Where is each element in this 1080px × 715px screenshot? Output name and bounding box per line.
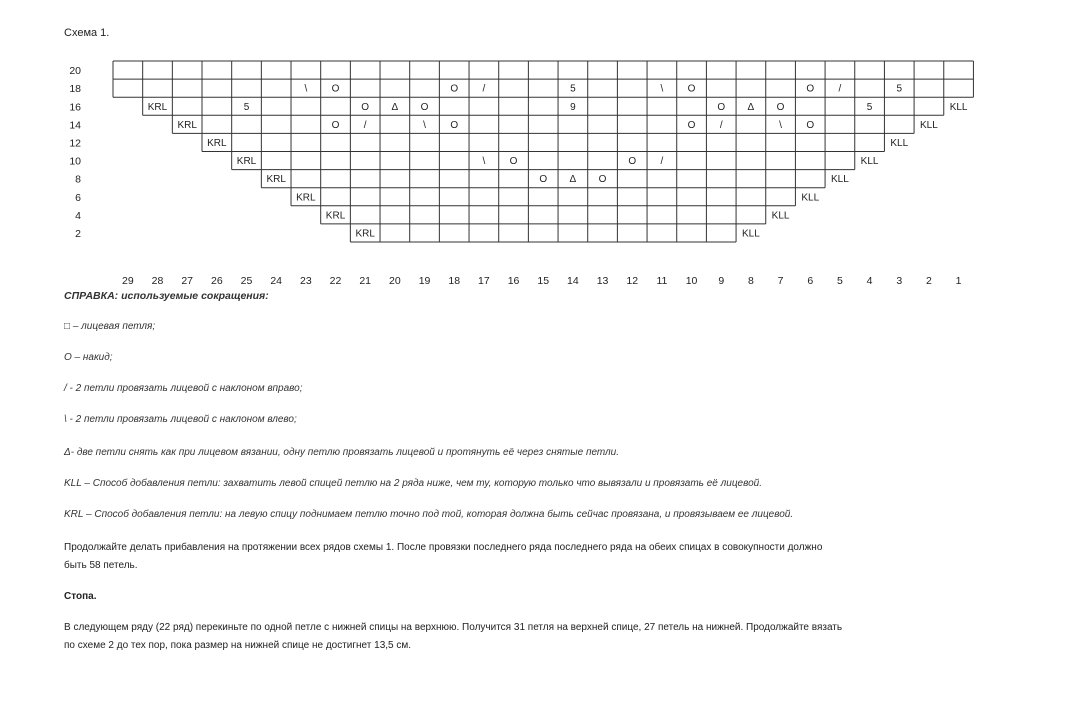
column-label: 16 [507, 275, 520, 287]
chart-symbol: 5 [243, 101, 250, 113]
chart-symbol: Δ [747, 101, 755, 113]
paragraph-1-line-1: Продолжайте делать прибавления на протяжении всех рядов схемы 1. После провязки последнего ряда последнего ряда на обеих спицах в совокупности должно [64, 542, 823, 553]
column-label: 5 [836, 275, 843, 287]
chart-symbol: O [717, 101, 726, 113]
column-label: 7 [777, 275, 784, 287]
column-label: 8 [747, 275, 754, 287]
column-label: 1 [955, 275, 962, 287]
column-label: 21 [359, 275, 372, 287]
row-label: 18 [69, 83, 81, 96]
legend-item-krl: KRL – Способ добавления петли: на левую спицу поднимаем петлю точно под той, которая должна быть сейчас провязана, и провязываем ее лицевой. [64, 509, 794, 520]
chart-symbol: O [420, 101, 429, 113]
row-label: 20 [69, 65, 81, 78]
paragraph-2-line-1: В следующем ряду (22 ряд) перекиньте по одной петле с нижней спицы на верхнюю. Получится 31 петля на верхней спице, 27 петель на нижней. Продолжайте вязать [64, 622, 843, 633]
row-label: 10 [69, 155, 81, 168]
chart-symbol: KLL [831, 174, 849, 186]
row-label: 8 [75, 173, 81, 186]
column-label: 29 [121, 275, 134, 287]
paragraph-2-line-2: по схеме 2 до тех пор, пока размер на нижней спице не достигнет 13,5 см. [64, 640, 412, 651]
chart-symbol: KRL [325, 210, 346, 222]
chart-symbol: \ [423, 119, 426, 131]
paragraph-1-line-2: быть 58 петель. [64, 560, 138, 571]
chart-symbol: 5 [570, 83, 576, 95]
section-title-stopa: Стопа. [64, 591, 97, 602]
chart-symbol: O [331, 83, 340, 95]
column-label: 2 [926, 275, 932, 287]
column-label: 9 [718, 275, 725, 287]
chart-symbol: / [838, 83, 842, 95]
chart-symbol: O [331, 119, 340, 131]
row-label: 16 [69, 101, 81, 114]
chart-symbol: KRL [236, 156, 257, 168]
legend-heading: СПРАВКА: используемые сокращения: [64, 290, 269, 302]
chart-symbol: O [598, 174, 607, 186]
chart-symbol: \ [660, 83, 664, 95]
column-label: 4 [866, 275, 873, 287]
column-label: 27 [181, 275, 194, 287]
chart-symbol: KLL [801, 192, 820, 204]
chart-symbol: KLL [742, 228, 760, 240]
chart-symbol: KLL [920, 119, 938, 131]
chart-symbol: O [450, 83, 459, 95]
chart-symbol: / [482, 83, 486, 95]
chart-symbol: O [687, 119, 696, 131]
chart-symbol: KRL [177, 119, 197, 131]
chart-symbol: O [509, 156, 518, 168]
column-label: 15 [537, 275, 550, 287]
column-label: 18 [448, 275, 461, 287]
chart-symbol: KRL [355, 228, 375, 240]
column-label: 13 [596, 275, 609, 287]
legend-item-k2tog-right: / - 2 петли провязать лицевой с наклоном вправо; [64, 383, 303, 394]
chart-symbol: O [806, 119, 815, 131]
chart-symbol: KRL [296, 192, 316, 204]
chart-symbol: O [806, 83, 815, 95]
chart-symbol: KLL [771, 210, 790, 222]
row-label: 14 [69, 119, 81, 132]
column-label: 24 [270, 275, 283, 287]
column-label: 23 [300, 275, 312, 287]
column-label: 20 [389, 275, 401, 287]
column-label: 14 [567, 275, 579, 287]
chart-symbol: Δ [391, 101, 399, 113]
legend-item-yarn-over: О – накид; [64, 352, 113, 363]
chart-symbol: KRL [207, 137, 227, 149]
row-label: 4 [75, 209, 81, 222]
chart-symbol: KRL [266, 174, 286, 186]
column-label: 19 [418, 275, 431, 287]
chart-symbol: O [776, 101, 785, 113]
chart-symbol: KLL [949, 101, 968, 113]
chart-symbol: KLL [860, 156, 879, 168]
chart-symbol: 9 [570, 101, 576, 113]
row-label: 12 [69, 137, 81, 150]
row-label: 2 [75, 227, 81, 240]
chart-symbol: / [719, 119, 723, 131]
chart-symbol: \ [304, 83, 308, 95]
column-label: 12 [626, 275, 639, 287]
chart-symbol: 5 [866, 101, 873, 113]
column-label: 10 [685, 275, 698, 287]
column-label: 25 [240, 275, 253, 287]
legend-item-k2tog-left: \ - 2 петли провязать лицевой с наклоном влево; [64, 414, 297, 425]
column-label: 6 [807, 275, 814, 287]
chart-symbol: \ [482, 156, 486, 168]
chart-symbol: O [628, 156, 637, 168]
chart-symbol: O [539, 174, 548, 186]
legend-item-kll: KLL – Способ добавления петли: захватить левой спицей петлю на 2 ряда ниже, чем ту, которую только что вывязали и провязать её лицевой. [64, 478, 762, 489]
chart-symbol: O [687, 83, 696, 95]
knitting-chart [0, 0, 1080, 290]
legend-item-delta: Δ- две петли снять как при лицевом вязании, одну петлю провязать лицевой и протянуть её через снятые петли. [64, 447, 619, 458]
column-label: 28 [151, 275, 164, 287]
scheme-title: Схема 1. [64, 27, 110, 39]
legend-item-knit-stitch: □ – лицевая петля; [64, 321, 156, 332]
chart-symbol: KLL [890, 137, 909, 149]
chart-symbol: / [660, 156, 664, 168]
chart-symbol: O [450, 119, 459, 131]
column-label: 26 [211, 275, 223, 287]
chart-symbol: \ [779, 119, 782, 131]
chart-symbol: O [361, 101, 370, 113]
column-label: 22 [329, 275, 342, 287]
column-label: 11 [656, 275, 668, 287]
column-label: 17 [478, 275, 490, 287]
chart-symbol: KRL [147, 101, 168, 113]
chart-symbol: Δ [569, 174, 577, 186]
row-label: 6 [75, 191, 81, 204]
chart-symbol: / [363, 119, 367, 131]
chart-symbol: 5 [896, 83, 903, 95]
column-label: 3 [896, 275, 903, 287]
